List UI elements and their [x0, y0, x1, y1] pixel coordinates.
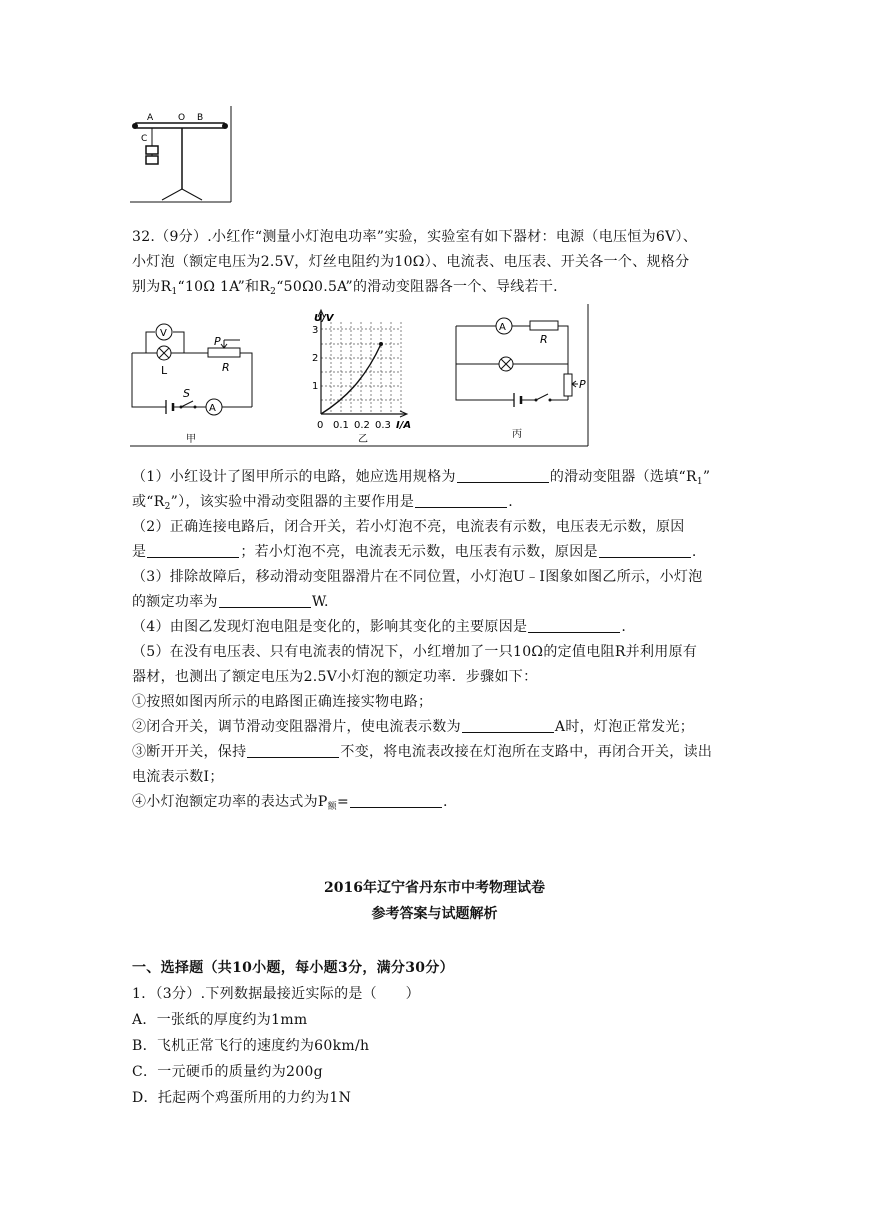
q32-part4: （4）由图乙发现灯泡电阻是变化的，影响其变化的主要原因是 . [132, 619, 627, 635]
q32-part1-line1: （1）小红设计了图甲所示的电路，她应选用规格为 的滑动变阻器（选填“$R_1$” [132, 469, 711, 487]
lever-label-o: O [178, 113, 186, 123]
yi-xtick-0: 0 [317, 420, 324, 431]
q32-step4: ④小灯泡额定功率的表达式为$P_额=$ . [132, 794, 448, 812]
lever-figure [130, 106, 234, 204]
q1-option-b: B．飞机正常飞行的速度约为60km/h [132, 1038, 370, 1054]
q32-part1-line2: 或“$R_2$”），该实验中滑动变阻器的主要作用是 . [132, 494, 513, 512]
yi-xtick-2: 0.2 [354, 420, 370, 431]
bing-ammeter-label: A [499, 322, 506, 333]
lever-label-a: A [147, 113, 154, 123]
jia-rheostat-label: R [222, 361, 230, 374]
jia-slider-label: P [214, 335, 221, 348]
figure-yi [312, 310, 411, 445]
lever-label-b: B [197, 113, 204, 123]
jia-voltmeter-label: V [160, 328, 167, 339]
q32-step2: ②闭合开关，调节滑动变阻器滑片，使电流表示数为 A时，灯泡正常发光； [132, 719, 695, 735]
yi-ytick-3: 3 [312, 325, 319, 336]
yi-xlabel: I/A [396, 420, 412, 431]
q1-option-a: A．一张纸的厚度约为1mm [132, 1012, 308, 1028]
q1-stem: 1．（3分）.下列数据最接近实际的是（ ） [132, 986, 420, 1002]
q32-step1: ①按照如图丙所示的电路图正确连接实物电路； [132, 694, 433, 710]
answer-subtitle: 参考答案与试题解析 [371, 906, 498, 922]
answer-blank[interactable] [219, 593, 311, 608]
answer-title: 2016年辽宁省丹东市中考物理试卷 [324, 880, 545, 896]
q32-step3-line2: 电流表示数I； [132, 769, 224, 785]
q32-part2-line1: （2）正确连接电路后，闭合开关，若小灯泡不亮，电流表有示数，电压表无示数，原因 [132, 519, 685, 535]
circuit-figures [130, 304, 592, 450]
bing-caption: 丙 [512, 429, 522, 440]
q32-part5-line2: 器材，也测出了额定电压为2.5V小灯泡的额定功率．步骤如下： [132, 669, 538, 685]
q32-line-3: 别为$R_1“10\Omega$ 1A”和$R_2“50\Omega 0.5A$”的滑动变阻器各一个、导线若干. [132, 279, 558, 297]
q1-option-d: D．托起两个鸡蛋所用的力约为1N [132, 1090, 352, 1106]
yi-caption: 乙 [358, 434, 368, 445]
figure-bing [456, 318, 586, 440]
q32-part3-line2: 的额定功率为 W. [132, 594, 329, 610]
q32-step3-line1: ③断开开关，保持 不变，将电流表改接在灯泡所在支路中，再闭合开关，读出 [132, 744, 713, 760]
bing-resistor-label: R [540, 333, 548, 346]
q32-line-1: 32.（9分）.小红作“测量小灯泡电功率”实验，实验室有如下器材：电源（电压恒为6V）、 [132, 229, 698, 245]
yi-xtick-1: 0.1 [333, 420, 349, 431]
q32-part5-line1: （5）在没有电压表、只有电流表的情况下，小红增加了一只10Ω的定值电阻R并利用原有 [132, 644, 698, 660]
yi-ylabel: U/V [314, 313, 334, 324]
answer-blank[interactable] [528, 618, 620, 633]
yi-xtick-3: 0.3 [375, 420, 391, 431]
q1-option-c: C．一元硬币的质量约为200g [132, 1064, 323, 1080]
lever-label-c: C [141, 134, 148, 144]
bing-slider-label: P [579, 378, 586, 391]
answer-blank[interactable] [247, 743, 339, 758]
jia-lamp-label: L [161, 364, 168, 377]
figure-jia [132, 324, 252, 445]
section-heading: 一、选择题（共10小题，每小题3分，满分30分） [132, 960, 454, 976]
answer-blank[interactable] [350, 793, 442, 808]
jia-caption: 甲 [186, 434, 196, 445]
answer-blank[interactable] [457, 468, 549, 483]
q32-line-2: 小灯泡（额定电压为2.5V，灯丝电阻约为10Ω）、电流表、电压表、开关各一个、规格分 [132, 254, 690, 270]
jia-switch-label: S [183, 387, 190, 400]
yi-ytick-1: 1 [312, 381, 319, 392]
answer-blank[interactable] [147, 543, 239, 558]
answer-blank[interactable] [462, 718, 554, 733]
answer-blank[interactable] [599, 543, 691, 558]
q32-part2-line2: 是 ；若小灯泡不亮，电流表无示数，电压表有示数，原因是 . [132, 544, 697, 560]
answer-blank[interactable] [415, 493, 507, 508]
yi-ytick-2: 2 [312, 353, 319, 364]
q32-part3-line1: （3）排除故障后，移动滑动变阻器滑片在不同位置，小灯泡U﹣I图象如图乙所示，小灯泡 [132, 569, 703, 585]
jia-ammeter-label: A [209, 403, 216, 414]
